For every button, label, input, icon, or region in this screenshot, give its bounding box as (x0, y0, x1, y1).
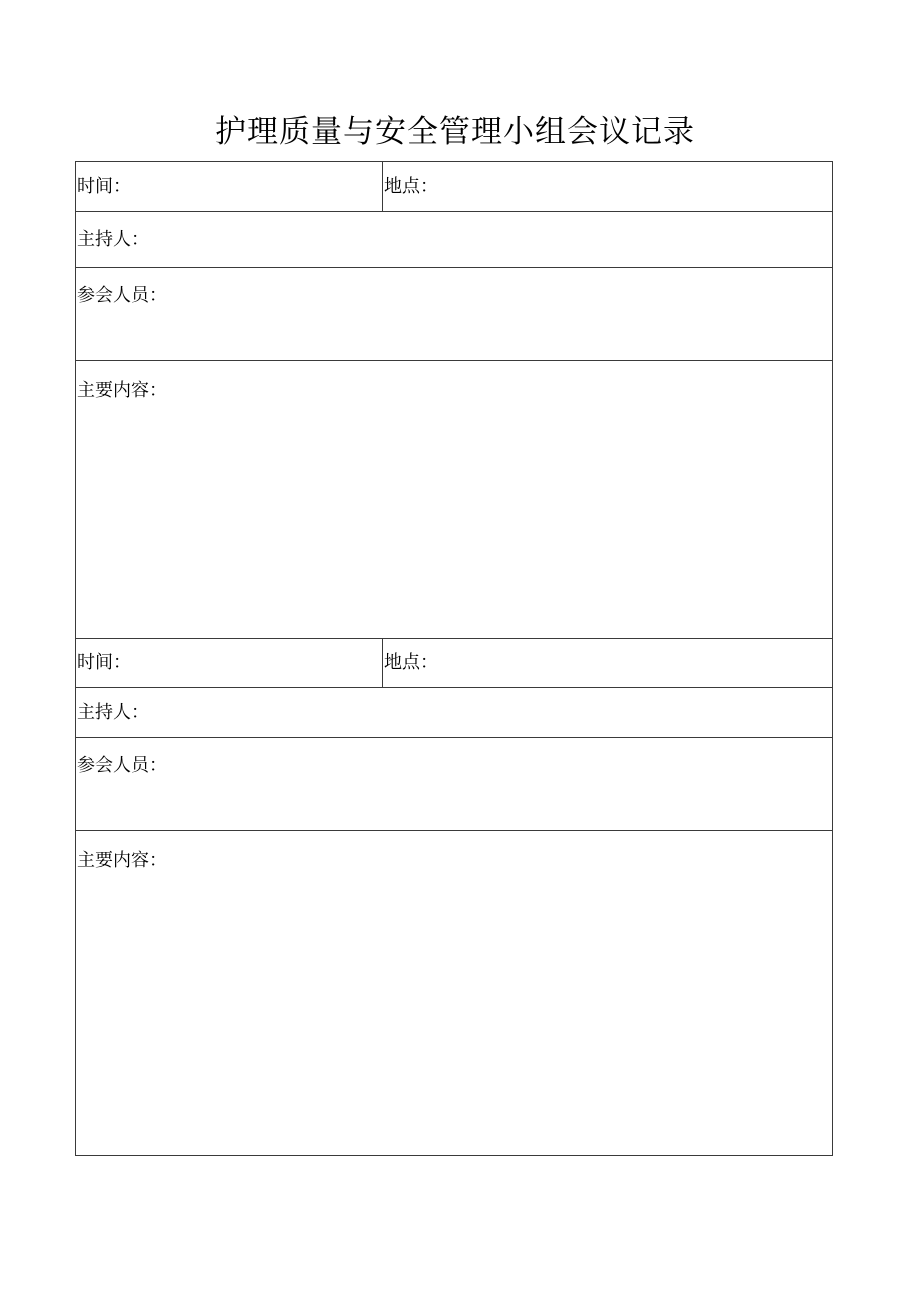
record-1-host-field[interactable] (76, 212, 833, 268)
place-label: 地点： (384, 175, 438, 197)
record-1-place-field[interactable] (383, 162, 833, 212)
record-2-attendees-row (76, 738, 833, 831)
attendees-label: 参会人员： (77, 755, 167, 776)
record-1-time-place-row (76, 162, 833, 212)
host-label: 主持人： (77, 701, 149, 723)
time-label: 时间： (77, 175, 131, 197)
record-2-host-field[interactable] (76, 688, 833, 738)
time-label: 时间： (77, 652, 131, 673)
page-title: 护理质量与安全管理小组会议记录 (215, 114, 695, 150)
record-1-attendees-field[interactable] (76, 268, 833, 361)
record-1-attendees-row (76, 268, 833, 361)
content-label: 主要内容： (77, 850, 167, 871)
record-2-host-row (76, 688, 833, 738)
record-1-time-field[interactable] (76, 162, 383, 212)
record-2-time-place-row (76, 639, 833, 688)
record-2-attendees-field[interactable] (76, 738, 833, 831)
record-2-place-field[interactable] (383, 639, 833, 688)
meeting-record-table (75, 161, 833, 1156)
record-2-content-field[interactable] (76, 831, 833, 1156)
record-2-time-field[interactable] (76, 639, 383, 688)
content-label: 主要内容： (77, 380, 167, 401)
record-1-host-row (76, 212, 833, 268)
attendees-label: 参会人员： (77, 285, 167, 306)
place-label: 地点： (384, 652, 438, 673)
host-label: 主持人： (77, 228, 149, 250)
record-2-content-row (76, 831, 833, 1156)
record-1-content-row (76, 361, 833, 639)
record-1-content-field[interactable] (76, 361, 833, 639)
